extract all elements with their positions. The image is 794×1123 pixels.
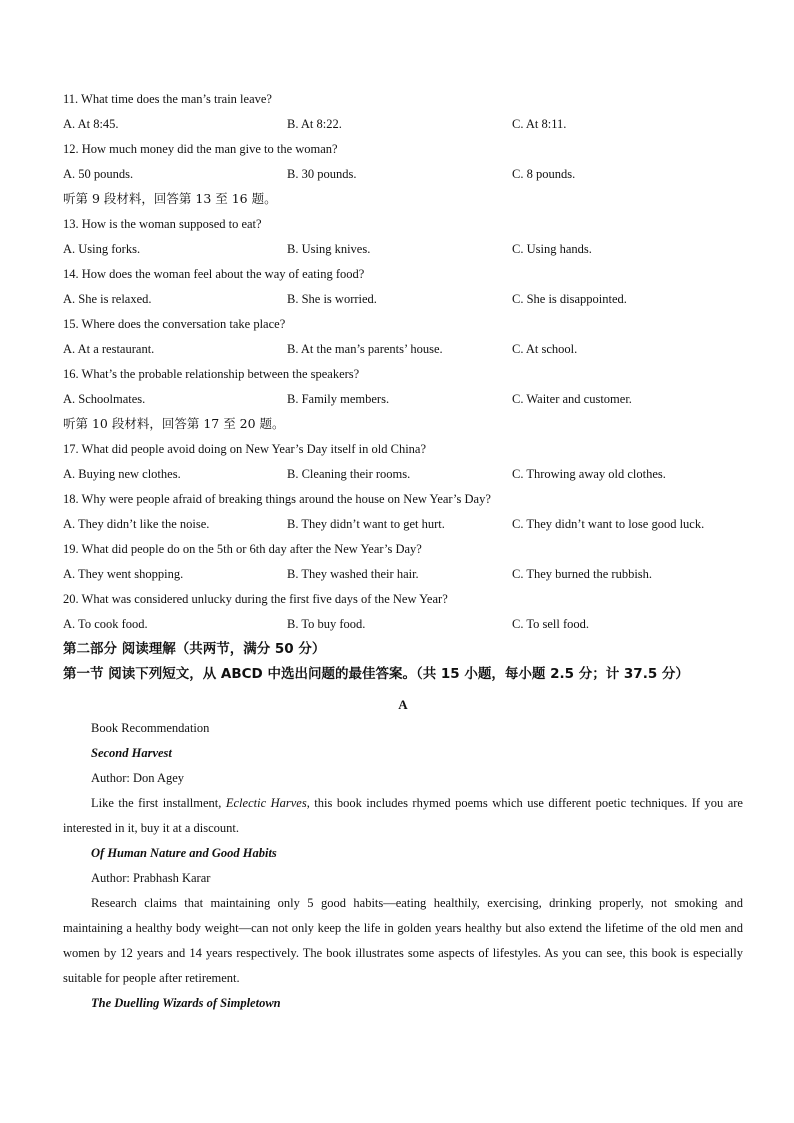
options-15	[63, 338, 743, 363]
option-b: B. Cleaning their rooms.	[287, 467, 411, 481]
options-13	[63, 238, 743, 263]
question-18: 18. Why were people afraid of breaking things around the house on New Year’s Day?	[63, 492, 491, 506]
option-c: C. At 8:11.	[512, 117, 567, 131]
option-b: B. Using knives.	[287, 242, 371, 256]
book-title: Of Human Nature and Good Habits	[91, 846, 277, 860]
cited-title: Eclectic Harves	[225, 796, 307, 810]
option-b: B. At 8:22.	[287, 117, 342, 131]
option-a: A. She is relaxed.	[63, 292, 152, 306]
option-b: B. To buy food.	[287, 617, 366, 631]
book-description: Research claims that maintaining only 5 good habits—eating healthily, exercising, drinking properly, not smoking and maintaining a healthy body weight—can not only keep the life in golden years healthy but also extend the lifetime of the old men and women by 12 years and 14 years respectively. The book illustrates some aspects of lifestyles. As you can see, this book is especially suitable for people after retirement.	[63, 896, 743, 985]
passage-label: A	[398, 697, 408, 712]
book-author: Author: Prabhash Karar	[91, 871, 211, 885]
option-a: A. At a restaurant.	[63, 342, 155, 356]
question-14: 14. How does the woman feel about the way of eating food?	[63, 267, 365, 281]
question-19: 19. What did people do on the 5th or 6th day after the New Year’s Day?	[63, 542, 422, 556]
options-18	[63, 513, 743, 538]
book-title: Second Harvest	[91, 746, 172, 760]
option-b: B. They didn’t want to get hurt.	[287, 517, 445, 531]
option-a: A. To cook food.	[63, 617, 148, 631]
option-c: C. She is disappointed.	[512, 292, 627, 306]
option-c: C. 8 pounds.	[512, 167, 576, 181]
option-a: A. 50 pounds.	[63, 167, 134, 181]
options-16	[63, 388, 743, 413]
option-c: C. Waiter and customer.	[512, 392, 632, 406]
question-17: 17. What did people avoid doing on New Year’s Day itself in old China?	[63, 442, 427, 456]
options-14	[63, 288, 743, 313]
question-16: 16. What’s the probable relationship between the speakers?	[63, 367, 360, 381]
book-description: Like the first installment, Eclectic Harves, this book includes rhymed poems which use different poetic techniques. If you are interested in it, buy it at a discount.	[63, 796, 743, 835]
question-12: 12. How much money did the man give to the woman?	[63, 142, 338, 156]
listening-instruction: 听第 10 段材料，回答第 17 至 20 题。	[63, 416, 285, 431]
option-a: A. They didn’t like the noise.	[63, 517, 210, 531]
option-b: B. They washed their hair.	[287, 567, 419, 581]
question-11: 11. What time does the man’s train leave?	[63, 92, 272, 106]
option-a: A. Schoolmates.	[63, 392, 146, 406]
option-c: C. They burned the rubbish.	[512, 567, 653, 581]
option-c: C. At school.	[512, 342, 578, 356]
options-11	[63, 113, 743, 138]
option-a: A. At 8:45.	[63, 117, 119, 131]
option-b: B. She is worried.	[287, 292, 377, 306]
options-20	[63, 613, 743, 638]
option-c: C. Using hands.	[512, 242, 592, 256]
book-recommendation-heading: Book Recommendation	[91, 721, 210, 735]
book-author: Author: Don Agey	[91, 771, 185, 785]
option-c: C. Throwing away old clothes.	[512, 467, 666, 481]
question-13: 13. How is the woman supposed to eat?	[63, 217, 262, 231]
option-c: C. They didn’t want to lose good luck.	[512, 517, 705, 531]
option-a: A. Using forks.	[63, 242, 141, 256]
exam-page	[63, 88, 743, 1016]
question-20: 20. What was considered unlucky during the first five days of the New Year?	[63, 592, 448, 606]
book-title: The Duelling Wizards of Simpletown	[91, 996, 281, 1010]
option-b: B. 30 pounds.	[287, 167, 357, 181]
question-15: 15. Where does the conversation take place?	[63, 317, 286, 331]
section-one-heading: 第一节 阅读下列短文，从 ABCD 中选出问题的最佳答案。（共 15 小题，每小题 2.5 分；计 37.5 分）	[63, 666, 689, 682]
part-two-heading: 第二部分 阅读理解（共两节，满分 50 分）	[63, 641, 326, 657]
option-c: C. To sell food.	[512, 617, 590, 631]
option-b: B. Family members.	[287, 392, 390, 406]
option-a: A. They went shopping.	[63, 567, 184, 581]
options-12	[63, 163, 743, 188]
listening-section	[63, 88, 743, 638]
option-b: B. At the man’s parents’ house.	[287, 342, 443, 356]
option-a: A. Buying new clothes.	[63, 467, 181, 481]
options-17	[63, 463, 743, 488]
listening-instruction: 听第 9 段材料，回答第 13 至 16 题。	[63, 191, 277, 206]
options-19	[63, 563, 743, 588]
